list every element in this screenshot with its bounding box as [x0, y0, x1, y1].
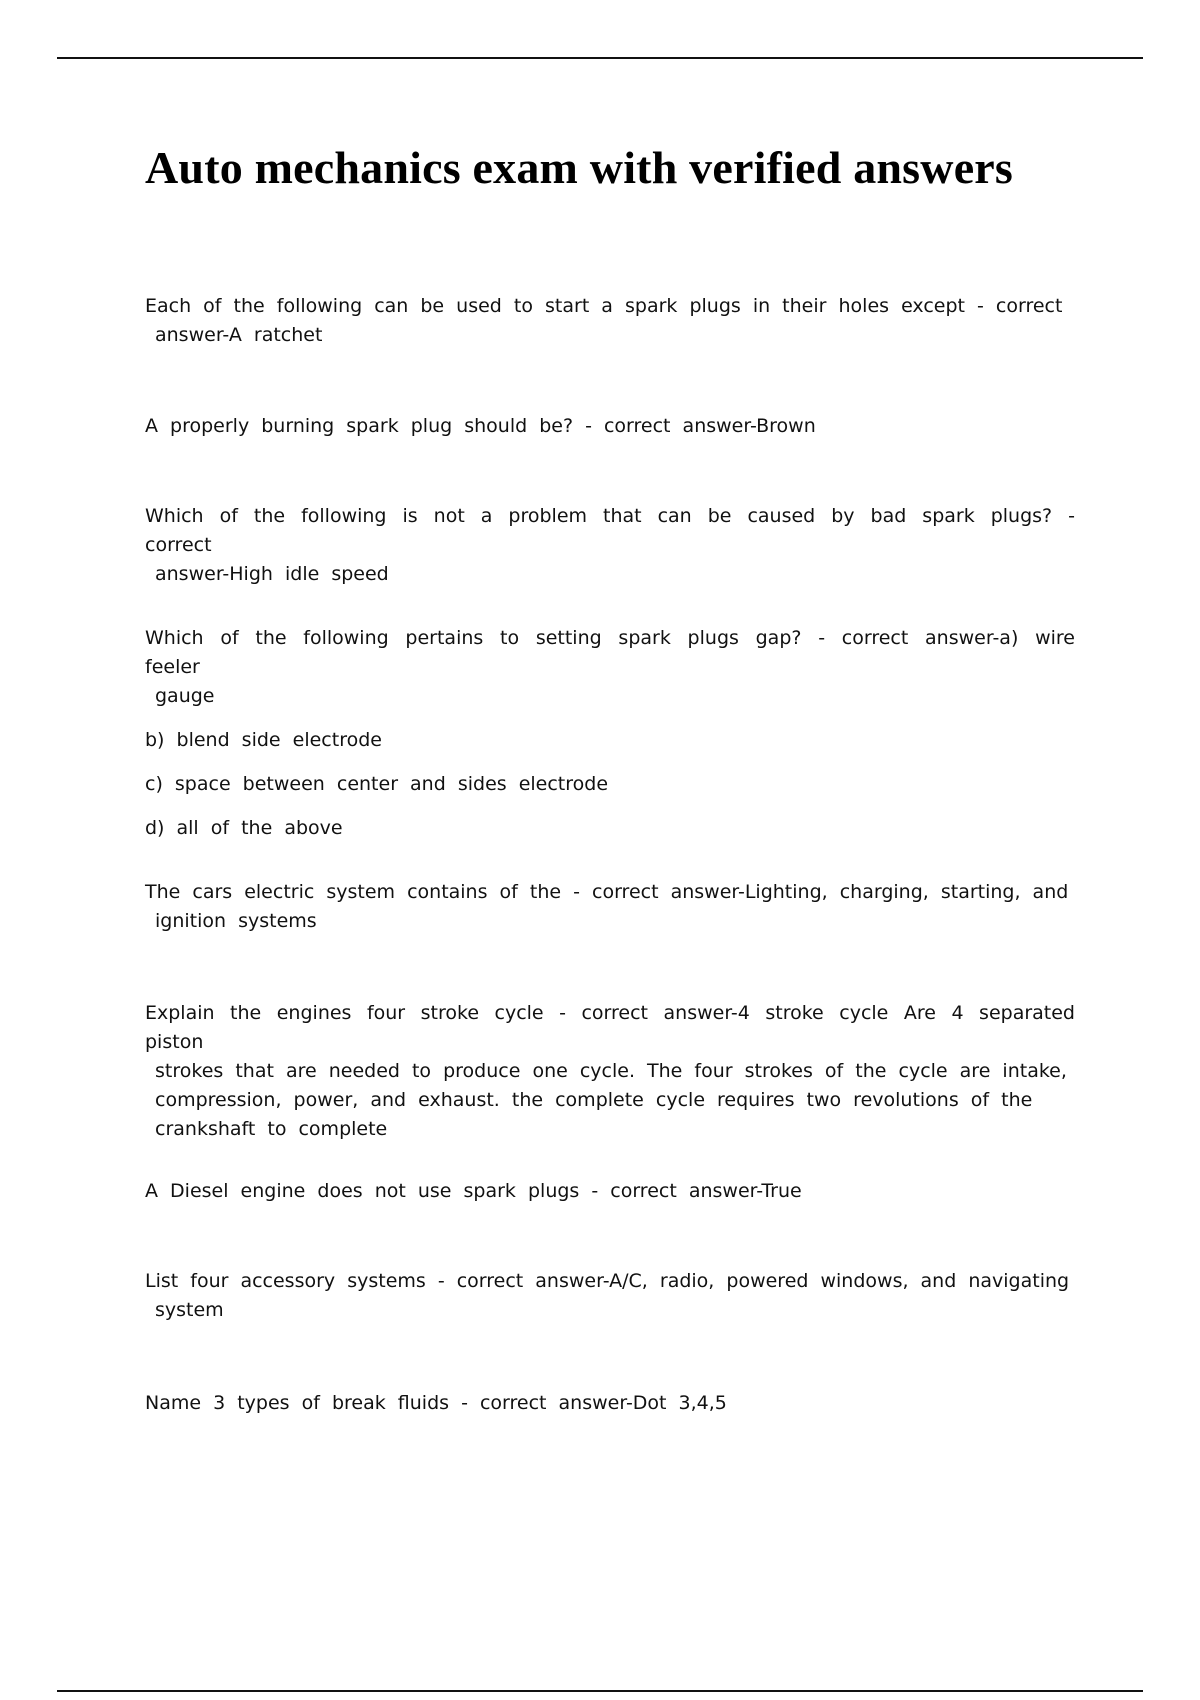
qa-item: [145, 502, 1075, 589]
question-text: List four accessory systems - correct answer-A/C, radio, powered windows, and navigating: [145, 1270, 1070, 1292]
question-text: Which of the following pertains to setting spark plugs gap? - correct answer-a) wire feeler: [145, 627, 1075, 678]
qa-item: [145, 1389, 1075, 1418]
answer-option-b: b) blend side electrode: [145, 729, 382, 751]
answer-text: gauge: [155, 685, 215, 707]
answer-text: answer-A ratchet: [155, 324, 323, 346]
answer-text: system: [155, 1299, 224, 1321]
qa-item: [145, 878, 1075, 936]
question-text: Which of the following is not a problem that can be caused by bad spark plugs? - correct: [145, 505, 1075, 556]
question-text: Each of the following can be used to start a spark plugs in their holes except - correct: [145, 295, 1063, 317]
question-text: A properly burning spark plug should be? - correct answer-Brown: [145, 415, 816, 437]
answer-text: ignition systems: [155, 910, 317, 932]
answer-text: crankshaft to complete: [155, 1118, 388, 1140]
qa-item: [145, 999, 1075, 1144]
answer-option-c: c) space between center and sides electrode: [145, 773, 609, 795]
header-rule: [57, 57, 1143, 59]
question-text: Explain the engines four stroke cycle - correct answer-4 stroke cycle Are 4 separated piston: [145, 1002, 1075, 1053]
answer-text: answer-High idle speed: [155, 563, 389, 585]
footer-rule: [57, 1690, 1143, 1692]
question-text: The cars electric system contains of the - correct answer-Lighting, charging, starting, and: [145, 881, 1069, 903]
document-title: Auto mechanics exam with verified answers: [145, 142, 1014, 193]
question-text: A Diesel engine does not use spark plugs - correct answer-True: [145, 1180, 802, 1202]
qa-item: [145, 292, 1075, 350]
qa-item: [145, 1177, 1075, 1206]
qa-item: [145, 624, 1075, 843]
qa-item: [145, 412, 1075, 441]
answer-text: strokes that are needed to produce one cycle. The four strokes of the cycle are intake,: [155, 1060, 1067, 1082]
answer-text: compression, power, and exhaust. the complete cycle requires two revolutions of the: [155, 1089, 1033, 1111]
answer-option-d: d) all of the above: [145, 817, 343, 839]
qa-item: [145, 1267, 1075, 1325]
question-text: Name 3 types of break fluids - correct answer-Dot 3,4,5: [145, 1392, 727, 1414]
